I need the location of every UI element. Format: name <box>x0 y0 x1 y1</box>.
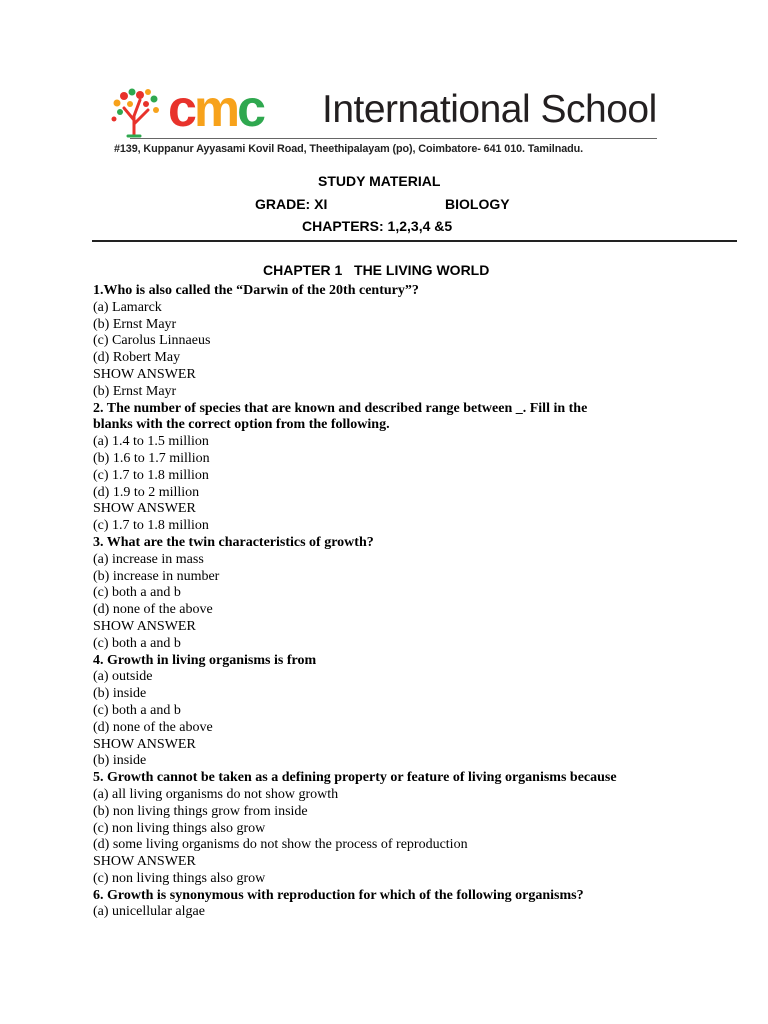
option: (a) all living organisms do not show growth <box>93 786 339 802</box>
subject-label: BIOLOGY <box>445 196 510 212</box>
study-material-title: STUDY MATERIAL <box>318 173 441 189</box>
option: (a) 1.4 to 1.5 million <box>93 434 209 450</box>
question-text: 5. Growth cannot be taken as a defining property or feature of living organisms because <box>93 770 617 786</box>
option: (b) increase in number <box>93 568 220 584</box>
option: (a) unicellular algae <box>93 904 205 920</box>
school-address: #139, Kuppanur Ayyasami Kovil Road, Theethipalayam (po), Coimbatore- 641 010. Tamilnadu. <box>114 143 583 155</box>
option: (c) Carolus Linnaeus <box>93 333 211 349</box>
svg-text:cmc: cmc <box>168 86 264 136</box>
show-answer-label: SHOW ANSWER <box>93 618 196 634</box>
answer: (c) both a and b <box>93 635 181 651</box>
option: (b) non living things grow from inside <box>93 803 308 819</box>
school-name: International School <box>322 88 657 131</box>
option: (d) 1.9 to 2 million <box>93 484 200 500</box>
question-text: 3. What are the twin characteristics of growth? <box>93 534 374 550</box>
option: (a) Lamarck <box>93 299 162 315</box>
option: (a) increase in mass <box>93 551 204 567</box>
school-logo-tree-icon <box>110 86 168 138</box>
option: (d) some living organisms do not show the process of reproduction <box>93 837 468 853</box>
option: (b) Ernst Mayr <box>93 316 177 332</box>
question-text: 2. The number of species that are known and described range between _. Fill in the <box>93 400 588 416</box>
answer: (b) Ernst Mayr <box>93 383 177 399</box>
header-rule <box>130 138 657 139</box>
option: (d) none of the above <box>93 719 213 735</box>
option: (b) 1.6 to 1.7 million <box>93 450 210 466</box>
question-text: 1.Who is also called the “Darwin of the 20th century”? <box>93 283 419 298</box>
cmc-logo-text <box>168 86 318 136</box>
show-answer-label: SHOW ANSWER <box>93 736 196 752</box>
question-text: 6. Growth is synonymous with reproduction for which of the following organisms? <box>93 887 584 903</box>
option: (c) both a and b <box>93 585 181 601</box>
option: (a) outside <box>93 669 153 685</box>
option: (d) none of the above <box>93 602 213 618</box>
option: (c) 1.7 to 1.8 million <box>93 467 209 483</box>
question-text-continued: blanks with the correct option from the following. <box>93 417 390 433</box>
question-list <box>93 283 753 921</box>
grade-label: GRADE: XI <box>255 196 328 212</box>
title-divider <box>92 240 737 242</box>
chapter-heading: CHAPTER 1 THE LIVING WORLD <box>263 262 490 278</box>
show-answer-label: SHOW ANSWER <box>93 366 196 382</box>
show-answer-label: SHOW ANSWER <box>93 501 196 517</box>
answer: (b) inside <box>93 753 147 769</box>
option: (d) Robert May <box>93 350 181 366</box>
show-answer-label: SHOW ANSWER <box>93 854 196 870</box>
option: (c) non living things also grow <box>93 820 266 836</box>
option: (c) both a and b <box>93 702 181 718</box>
school-header <box>110 86 660 156</box>
answer: (c) non living things also grow <box>93 870 266 886</box>
question-text: 4. Growth in living organisms is from <box>93 652 317 668</box>
chapters-label: CHAPTERS: 1,2,3,4 &5 <box>302 218 453 234</box>
answer: (c) 1.7 to 1.8 million <box>93 518 209 534</box>
option: (b) inside <box>93 686 147 702</box>
